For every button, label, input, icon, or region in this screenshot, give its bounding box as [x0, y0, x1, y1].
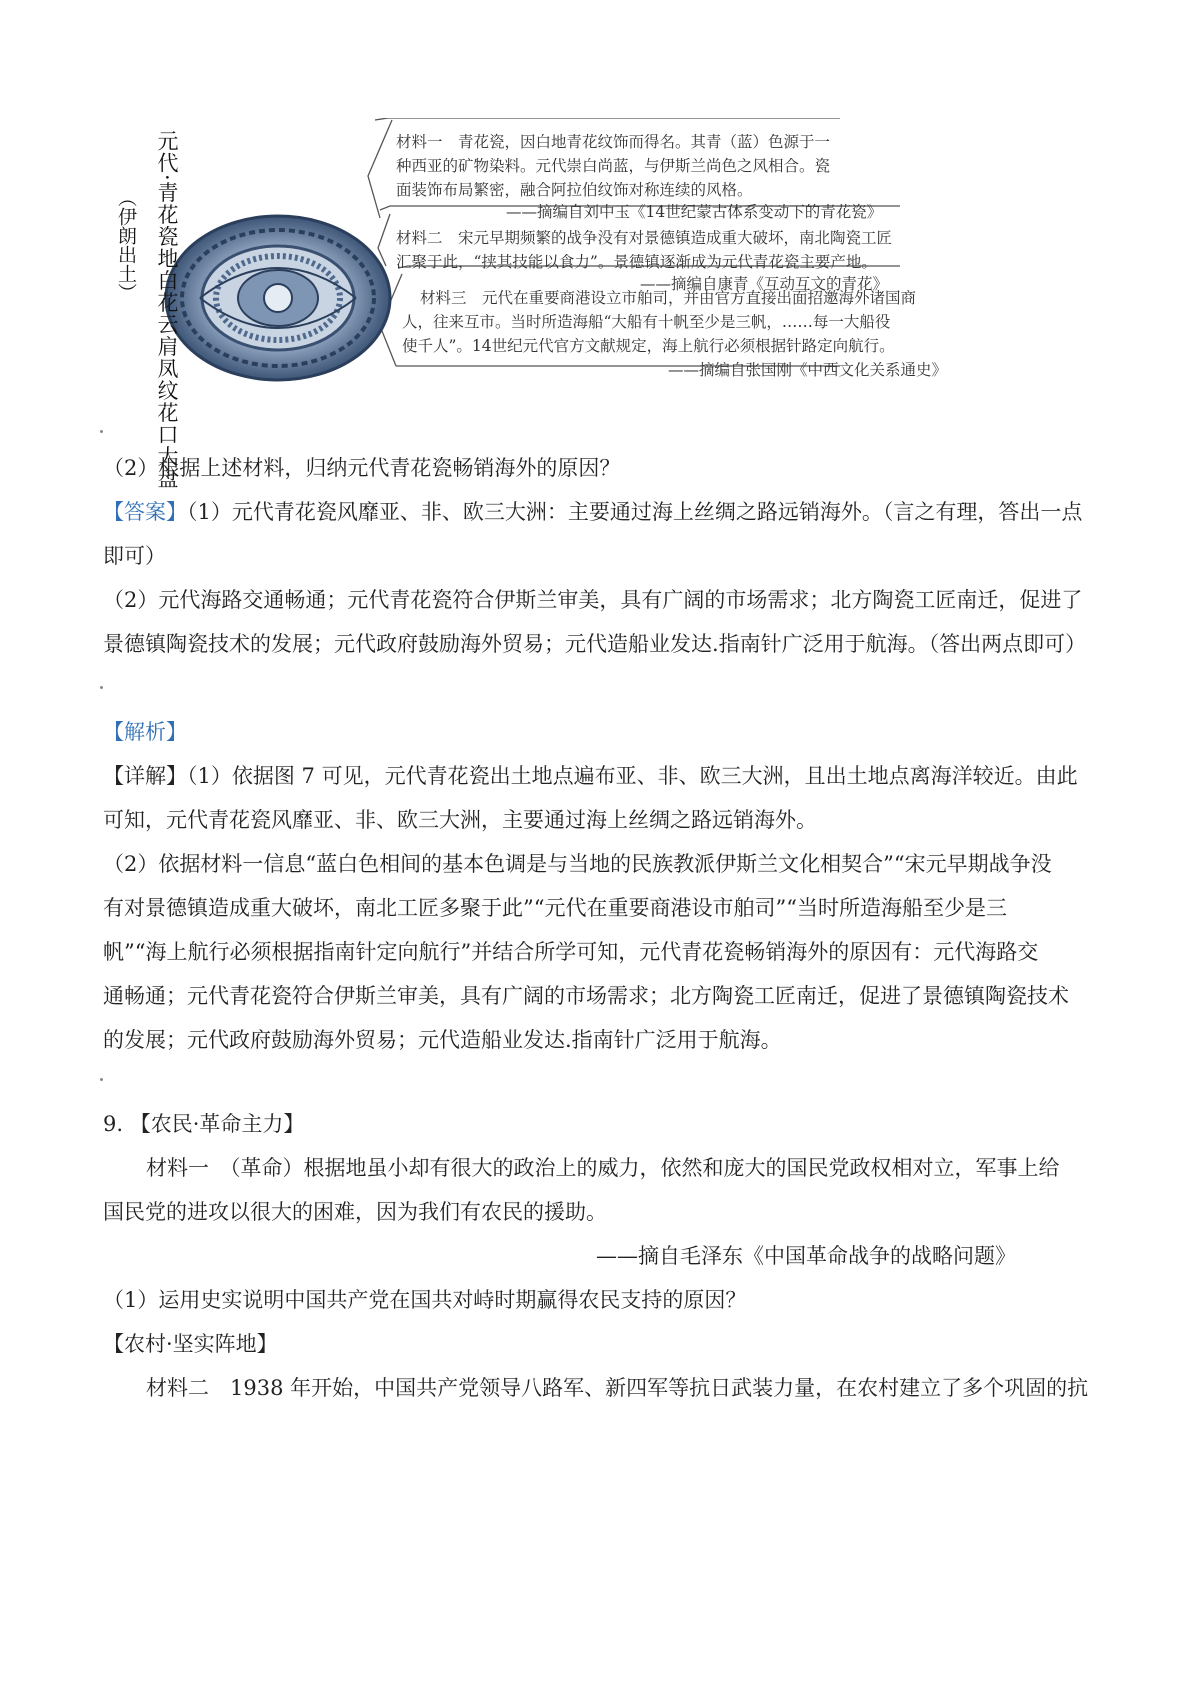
material1-source: ——摘编自刘中玉《14世纪蒙古体系变动下的青花瓷》	[506, 203, 883, 221]
material3-line3: 使千人”。14世纪元代官方文献规定，海上航行必须根据针路定向航行。	[402, 337, 895, 355]
analysis-line3: （2）依据材料一信息“蓝白色相间的基本色调是与当地的民族教派伊斯兰文化相契合”“宋元早期战争没	[103, 852, 1052, 876]
figure-caption-vertical: 元代·青花瓷地白花云肩凤纹花口大盘	[155, 130, 179, 490]
analysis-line5: 帆”“海上航行必须根据指南针定向航行”并结合所学可知，元代青花瓷畅销海外的原因有：元代海路交	[103, 940, 1039, 964]
material1-line1: 材料一 青花瓷，因白地青花纹饰而得名。其青（蓝）色源于一	[396, 133, 831, 151]
material2-line2: 汇聚于此，“挟其技能以食力”。景德镇逐渐成为元代青花瓷主要产地。	[396, 253, 877, 271]
q9-material1-line2: 国民党的进攻以很大的困难，因为我们有农民的援助。	[103, 1200, 607, 1224]
q9-material1-line1: 材料一 （革命）根据地虽小却有很大的政治上的威力，依然和庞大的国民党政权相对立，军事上给	[146, 1156, 1060, 1180]
answer-line4: 景德镇陶瓷技术的发展；元代政府鼓励海外贸易；元代造船业发达.指南针广泛用于航海。（答出两点即可）	[103, 632, 1087, 656]
answer-tag: 【答案】	[103, 500, 187, 524]
material3-source: ——摘编自张国刚《中西文化关系通史》	[668, 361, 948, 379]
question-2: （2）根据上述材料，归纳元代青花瓷畅销海外的原因？	[103, 456, 621, 480]
q9-sub-heading: 【农村·坚实阵地】	[103, 1332, 278, 1356]
material2-source: ——摘编自康青《互动互文的青花》	[640, 275, 889, 293]
analysis-line1: 【详解】（1）依据图 7 可见，元代青花瓷出土地点遍布亚、非、欧三大洲，且出土地点离海洋较近。由此	[103, 764, 1078, 788]
paragraph-mark	[100, 686, 103, 689]
q9-question-1: （1）运用史实说明中国共产党在国共对峙时期赢得农民支持的原因？	[103, 1288, 747, 1312]
paragraph-mark	[100, 430, 103, 433]
answer-line3: （2）元代海路交通畅通；元代青花瓷符合伊斯兰审美，具有广阔的市场需求；北方陶瓷工匠南迁，促进了	[103, 588, 1083, 612]
answer-line1	[103, 497, 1082, 527]
analysis-tag: 【解析】	[103, 720, 187, 744]
question-9-heading: 9. 【农民·革命主力】	[103, 1112, 305, 1136]
material1-line3: 面装饰布局繁密，融合阿拉伯纹饰对称连续的风格。	[396, 181, 753, 199]
material2-line1: 材料二 宋元早期频繁的战争没有对景德镇造成重大破坏，南北陶瓷工匠	[396, 229, 893, 247]
q9-material1-source: ——摘自毛泽东《中国革命战争的战略问题》	[596, 1244, 1016, 1268]
q9-material2-line1: 材料二 1938 年开始，中国共产党领导八路军、新四军等抗日武装力量，在农村建立了多个巩固的抗	[146, 1376, 1089, 1400]
material3-line1: 材料三 元代在重要商港设立市舶司，并由官方直接出面招邀海外诸国商	[420, 289, 917, 307]
analysis-line7: 的发展；元代政府鼓励海外贸易；元代造船业发达.指南针广泛用于航海。	[103, 1028, 782, 1052]
answer-line2: 即可）	[103, 544, 166, 568]
analysis-line2: 可知，元代青花瓷风靡亚、非、欧三大洲，主要通过海上丝绸之路远销海外。	[103, 808, 817, 832]
material3-line2: 人，往来互市。当时所造海船“大船有十帆至少是三帆，……每一大船役	[402, 313, 891, 331]
analysis-line4: 有对景德镇造成重大破坏，南北工匠多聚于此”“元代在重要商港设市舶司”“当时所造海船至少是三	[103, 896, 1007, 920]
analysis-line6: 通畅通；元代青花瓷符合伊斯兰审美，具有广阔的市场需求；北方陶瓷工匠南迁，促进了景德镇陶瓷技术	[103, 984, 1069, 1008]
material1-line2: 种西亚的矿物染料。元代崇白尚蓝，与伊斯兰尚色之风相合。瓷	[396, 157, 831, 175]
figure-caption-origin: （伊朗出土）	[115, 188, 137, 302]
answer-text-1: （1）元代青花瓷风靡亚、非、欧三大洲：主要通过海上丝绸之路远销海外。（言之有理，答出一点	[187, 500, 1083, 524]
paragraph-mark	[100, 1078, 103, 1081]
porcelain-plate-image	[160, 198, 400, 398]
